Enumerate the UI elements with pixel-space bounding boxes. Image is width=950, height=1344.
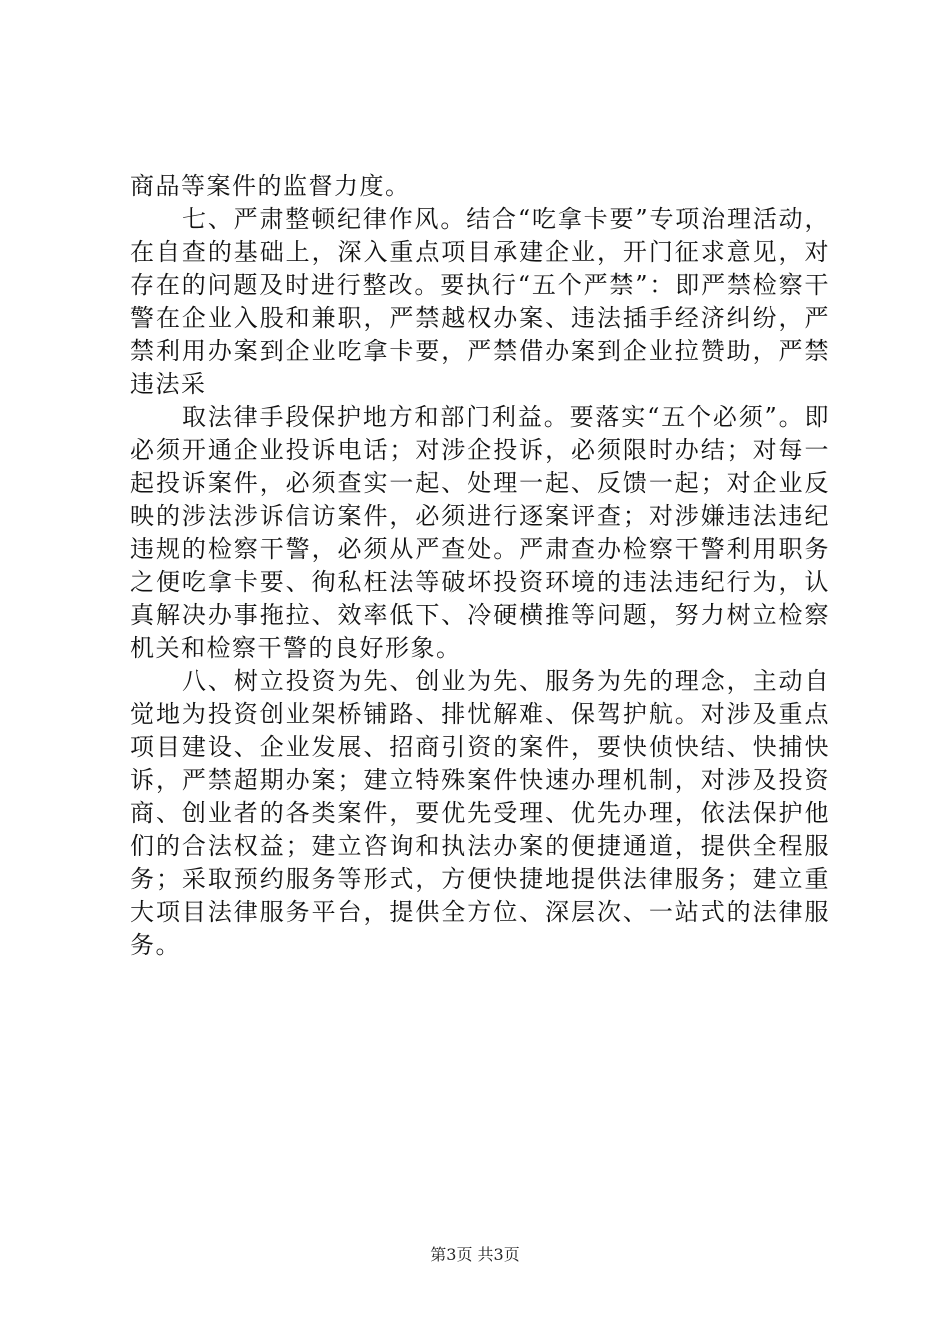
page-footer: 第3页 共3页 xyxy=(430,1245,520,1264)
paragraph-continuation: 商品等案件的监督力度。 xyxy=(130,172,411,200)
paragraph-eight: 八、树立投资为先、创业为先、服务为先的理念，主动自觉地为投资创业架桥铺路、排忧解难、保驾护航。对涉及重点项目建设、企业发展、招商引资的案件，要快侦快结、快捕快诉，严禁超期办案；建立特殊案件快速办理机制，对涉及投资商、创业者的各类案件，要优先受理、优先办理，依法保护他们的合法权益；建立咨询和执法办案的便捷通道，提供全程服务；采取预约服务等形式，方便快捷地提供法律服务；建立重大项目法律服务平台，提供全方位、深层次、一站式的法律服务。 xyxy=(130,667,830,959)
paragraph-seven: 七、严肃整顿纪律作风。结合“吃拿卡要”专项治理活动，在自查的基础上，深入重点项目承建企业，开门征求意见，对存在的问题及时进行整改。要执行“五个严禁”：即严禁检察干警在企业入股和兼职，严禁越权办案、违法插手经济纠纷，严禁利用办案到企业吃拿卡要，严禁借办案到企业拉赞助，严禁违法采 xyxy=(130,205,830,398)
paragraph-five-musts: 取法律手段保护地方和部门利益。要落实“五个必须”。即必须开通企业投诉电话；对涉企投诉，必须限时办结；对每一起投诉案件，必须查实一起、处理一起、反馈一起；对企业反映的涉法涉诉信访案件，必须进行逐案评查；对涉嫌违法违纪违规的检察干警，必须从严查处。严肃查办检察干警利用职务之便吃拿卡要、徇私枉法等破坏投资环境的违法违纪行为，认真解决办事拖拉、效率低下、冷硬横推等问题，努力树立检察机关和检察干警的良好形象。 xyxy=(130,403,830,662)
document-body xyxy=(130,170,830,962)
